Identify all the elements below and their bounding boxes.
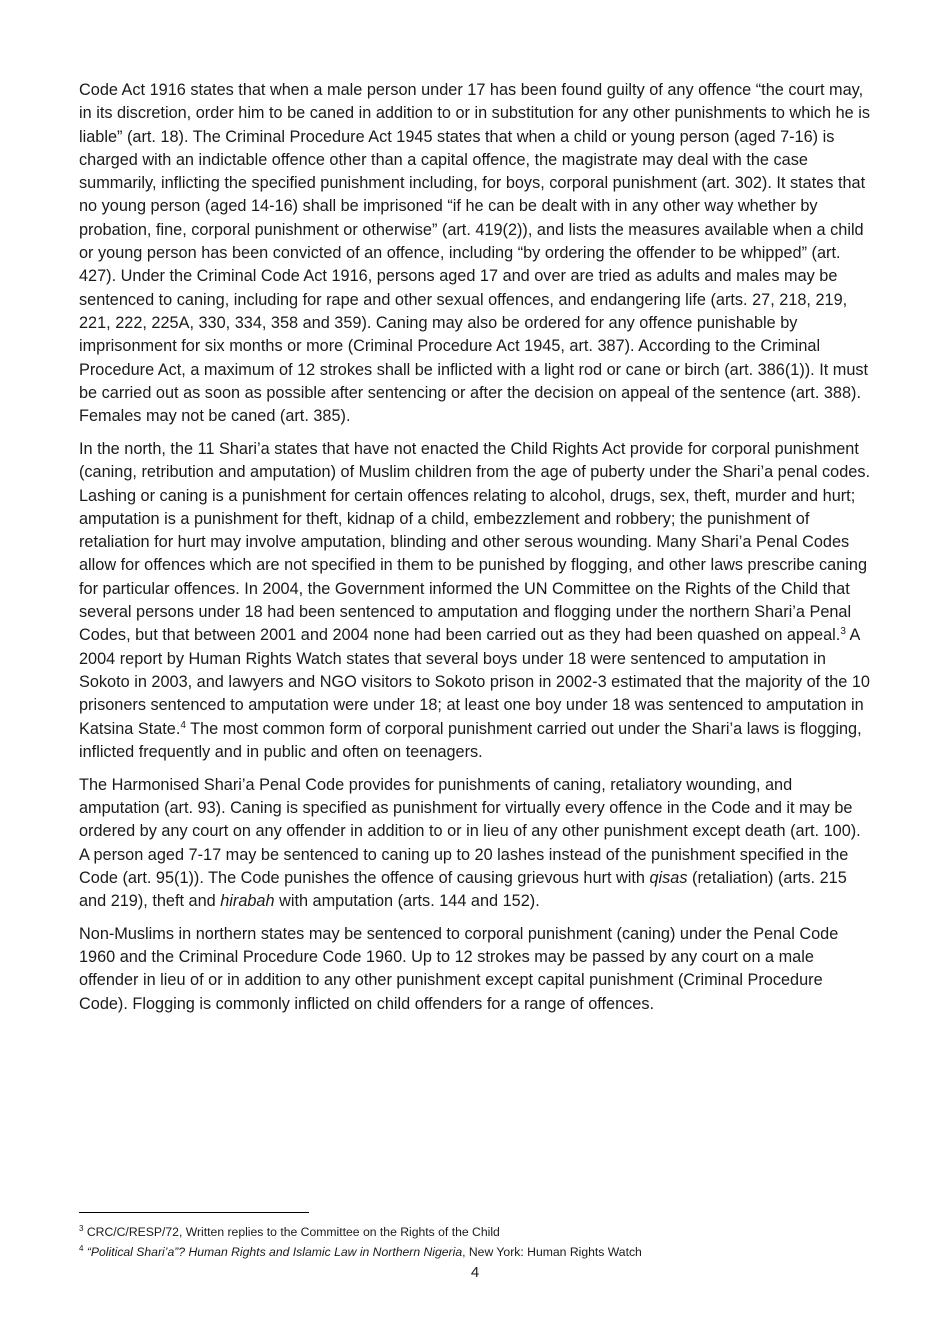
footnote-3-text: CRC/C/RESP/72, Written replies to the Committee on the Rights of the Child [83,1225,500,1239]
paragraph-2-part-a: In the north, the 11 Shari’a states that have not enacted the Child Rights Act provide for corporal punishment (caning, retribution and amputation) of Muslim children from the age of puberty under the Shari’a penal codes. Lashing or caning is a punishment for certain offences relating to alcohol, drugs, sex, theft, murder and hurt; amputation is a punishment for theft, kidnap of a child, embezzlement and robbery; the punishment of retaliation for hurt may involve amputation, blinding and other serous wounding. Many Shari’a Penal Codes allow for offences which are not specified in them to be punished by flogging, and other laws prescribe caning for particular offences. In 2004, the Government informed the UN Committee on the Rights of the Child that several persons under 18 had been sentenced to amputation and flogging under the northern Shari’a Penal Codes, but that between 2001 and 2004 none had been carried out as they had been quashed on appeal. [79,439,870,645]
page-number: 4 [470,1264,480,1281]
term-hirabah: hirabah [220,892,275,911]
footnote-separator [79,1212,309,1213]
paragraph-2 [79,438,874,764]
footnote-3 [79,1223,874,1243]
footnotes [79,1223,874,1262]
footnote-4-number: 4 [79,1243,84,1253]
footnote-4 [79,1243,874,1263]
paragraph-3-part-a: The Harmonised Shari’a Penal Code provides for punishments of caning, retaliatory wounding, and amputation (art. 93). Caning is specified as punishment for virtually every offence in the Code and it may be ordered by any court on any offender in addition to or in lieu of any other punishment except death (art. 100). A person aged 7-17 may be sentenced to caning up to 20 lashes instead of the punishment specified in the Code (art. 95(1)). The Code punishes the offence of causing grievous hurt with [79,775,861,887]
footnote-ref-4[interactable]: 4 [180,719,186,731]
footnote-3-number: 3 [79,1224,84,1233]
paragraph-1: Code Act 1916 states that when a male person under 17 has been found guilty of any offence “the court may, in its discretion, order him to be caned in addition to or in substitution for any other punishments to which he is liable” (art. 18). The Criminal Procedure Act 1945 states that when a child or young person (aged 7-16) is charged with an indictable offence other than a capital offence, the magistrate may deal with the case summarily, inflicting the specified punishment including, for boys, corporal punishment (art. 302). It states that no young person (aged 14-16) shall be imprisoned “if he can be dealt with in any other way whether by probation, fine, corporal punishment or otherwise” (art. 419(2)), and lists the measures available when a child or young person has been convicted of an offence, including “by ordering the offender to be whipped” (art. 427). Under the Criminal Code Act 1916, persons aged 17 and over are tried as adults and males may be sentenced to caning, including for rape and other sexual offences, and endangering life (arts. 27, 218, 219, 221, 222, 225A, 330, 334, 358 and 359). Caning may also be ordered for any offence punishable by imprisonment for six months or more (Criminal Procedure Act 1945, art. 387). According to the Criminal Procedure Act, a maximum of 12 strokes shall be inflicted with a light rod or cane or birch (art. 386(1)). It must be carried out as soon as possible after sentencing or after the decision on appeal of the sentence (art. 388). Females may not be caned (art. 385). [79,81,870,426]
paragraph-3-part-b: (retaliation) (arts. 215 and 219), theft and [79,868,847,911]
term-qisas: qisas [649,868,688,887]
footnote-4-text: , New York: Human Rights Watch [462,1244,642,1259]
footnote-4-title: “Political Shari’a”? Human Rights and Islamic Law in Northern Nigeria [83,1244,463,1259]
footnote-ref-3[interactable]: 3 [840,626,846,638]
paragraph-3 [79,774,874,914]
paragraph-3-part-c: with amputation (arts. 144 and 152). [274,892,540,911]
paragraph-2-part-b: A 2004 report by Human Rights Watch states that several boys under 18 were sentenced to amputation in Sokoto in 2003, and lawyers and NGO visitors to Sokoto prison in 2002-3 estimated that the majority of the 10 prisoners sentenced to amputation were under 18; at least one boy under 18 was sentenced to amputation in Katsina State. [79,626,870,738]
paragraph-2-part-c: The most common form of corporal punishment carried out under the Shari’a laws is flogging, inflicted frequently and in public and often on teenagers. [79,719,862,761]
body-text [79,79,874,1026]
paragraph-4: Non-Muslims in northern states may be sentenced to corporal punishment (caning) under the Penal Code 1960 and the Criminal Procedure Code 1960. Up to 12 strokes may be passed by any court on a male offender in lieu of or in addition to any other punishment except capital punishment (Criminal Procedure Code). Flogging is commonly inflicted on child offenders for a range of offences. [79,924,839,1013]
